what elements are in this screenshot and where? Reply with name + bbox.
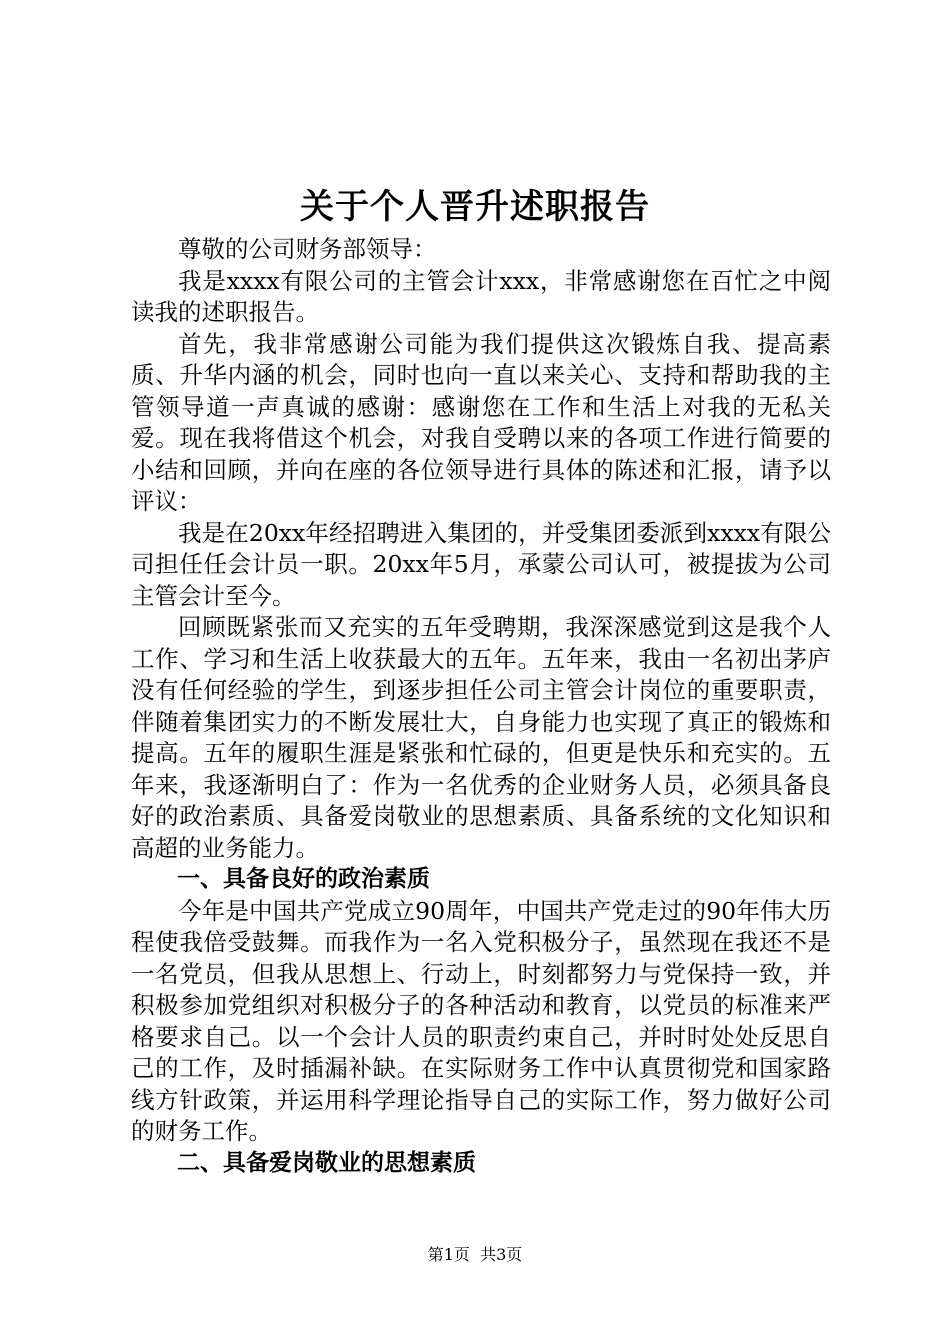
thanks-paragraph: 首先，我非常感谢公司能为我们提供这次锻炼自我、提高素质、升华内涵的机会，同时也向一直以来关心、支持和帮助我的主管领导道一声真诚的感谢：感谢您在工作和生活上对我的无私关爱。现在我将借这个机会，对我自受聘以来的各项工作进行简要的小结和回顾，并向在座的各位领导进行具体的陈述和汇报，请予以评议： <box>131 329 831 515</box>
review-paragraph: 回顾既紧张而又充实的五年受聘期，我深深感觉到这是我个人工作、学习和生活上收获最大的五年。五年来，我由一名初出茅庐没有任何经验的学生，到逐步担任公司主管会计岗位的重要职责，伴随着集团实力的不断发展壮大，自身能力也实现了真正的锻炼和提高。五年的履职生涯是紧张和忙碌的，但更是快乐和充实的。五年来，我逐渐明白了：作为一名优秀的企业财务人员，必须具备良好的政治素质、具备爱岗敬业的思想素质、具备系统的文化知识和高超的业务能力。 <box>131 613 831 862</box>
political-paragraph: 今年是中国共产党成立90周年，中国共产党走过的90年伟大历程使我倍受鼓舞。而我作为一名入党积极分子，虽然现在我还不是一名党员，但我从思想上、行动上，时刻都努力与党保持一致，并积极参加党组织对积极分子的各种活动和教育，以党员的标准来严格要求自己。以一个会计人员的职责约束自己，并时时处处反思自己的工作，及时插漏补缺。在实际财务工作中认真贯彻党和国家路线方针政策，并运用科学理论指导自己的实际工作，努力做好公司的财务工作。 <box>131 896 831 1145</box>
section-heading-political: 一、具备良好的政治素质 <box>177 866 430 892</box>
section-heading-dedication: 二、具备爱岗敬业的思想素质 <box>177 1149 476 1176</box>
background-paragraph: 我是在20xx年经招聘进入集团的，并受集团委派到xxxx有限公司担任任会计员一职。20xx年5月，承蒙公司认可，被提拔为公司主管会计至今。 <box>131 518 831 610</box>
salutation-paragraph: 尊敬的公司财务部领导： <box>178 235 437 263</box>
document-title: 关于个人晋升述职报告 <box>300 187 650 227</box>
document-body <box>131 234 831 1179</box>
page-footer: 第1页 共3页 <box>427 1245 523 1264</box>
intro-paragraph: 我是xxxx有限公司的主管会计xxx，非常感谢您在百忙之中阅读我的述职报告。 <box>131 266 831 326</box>
